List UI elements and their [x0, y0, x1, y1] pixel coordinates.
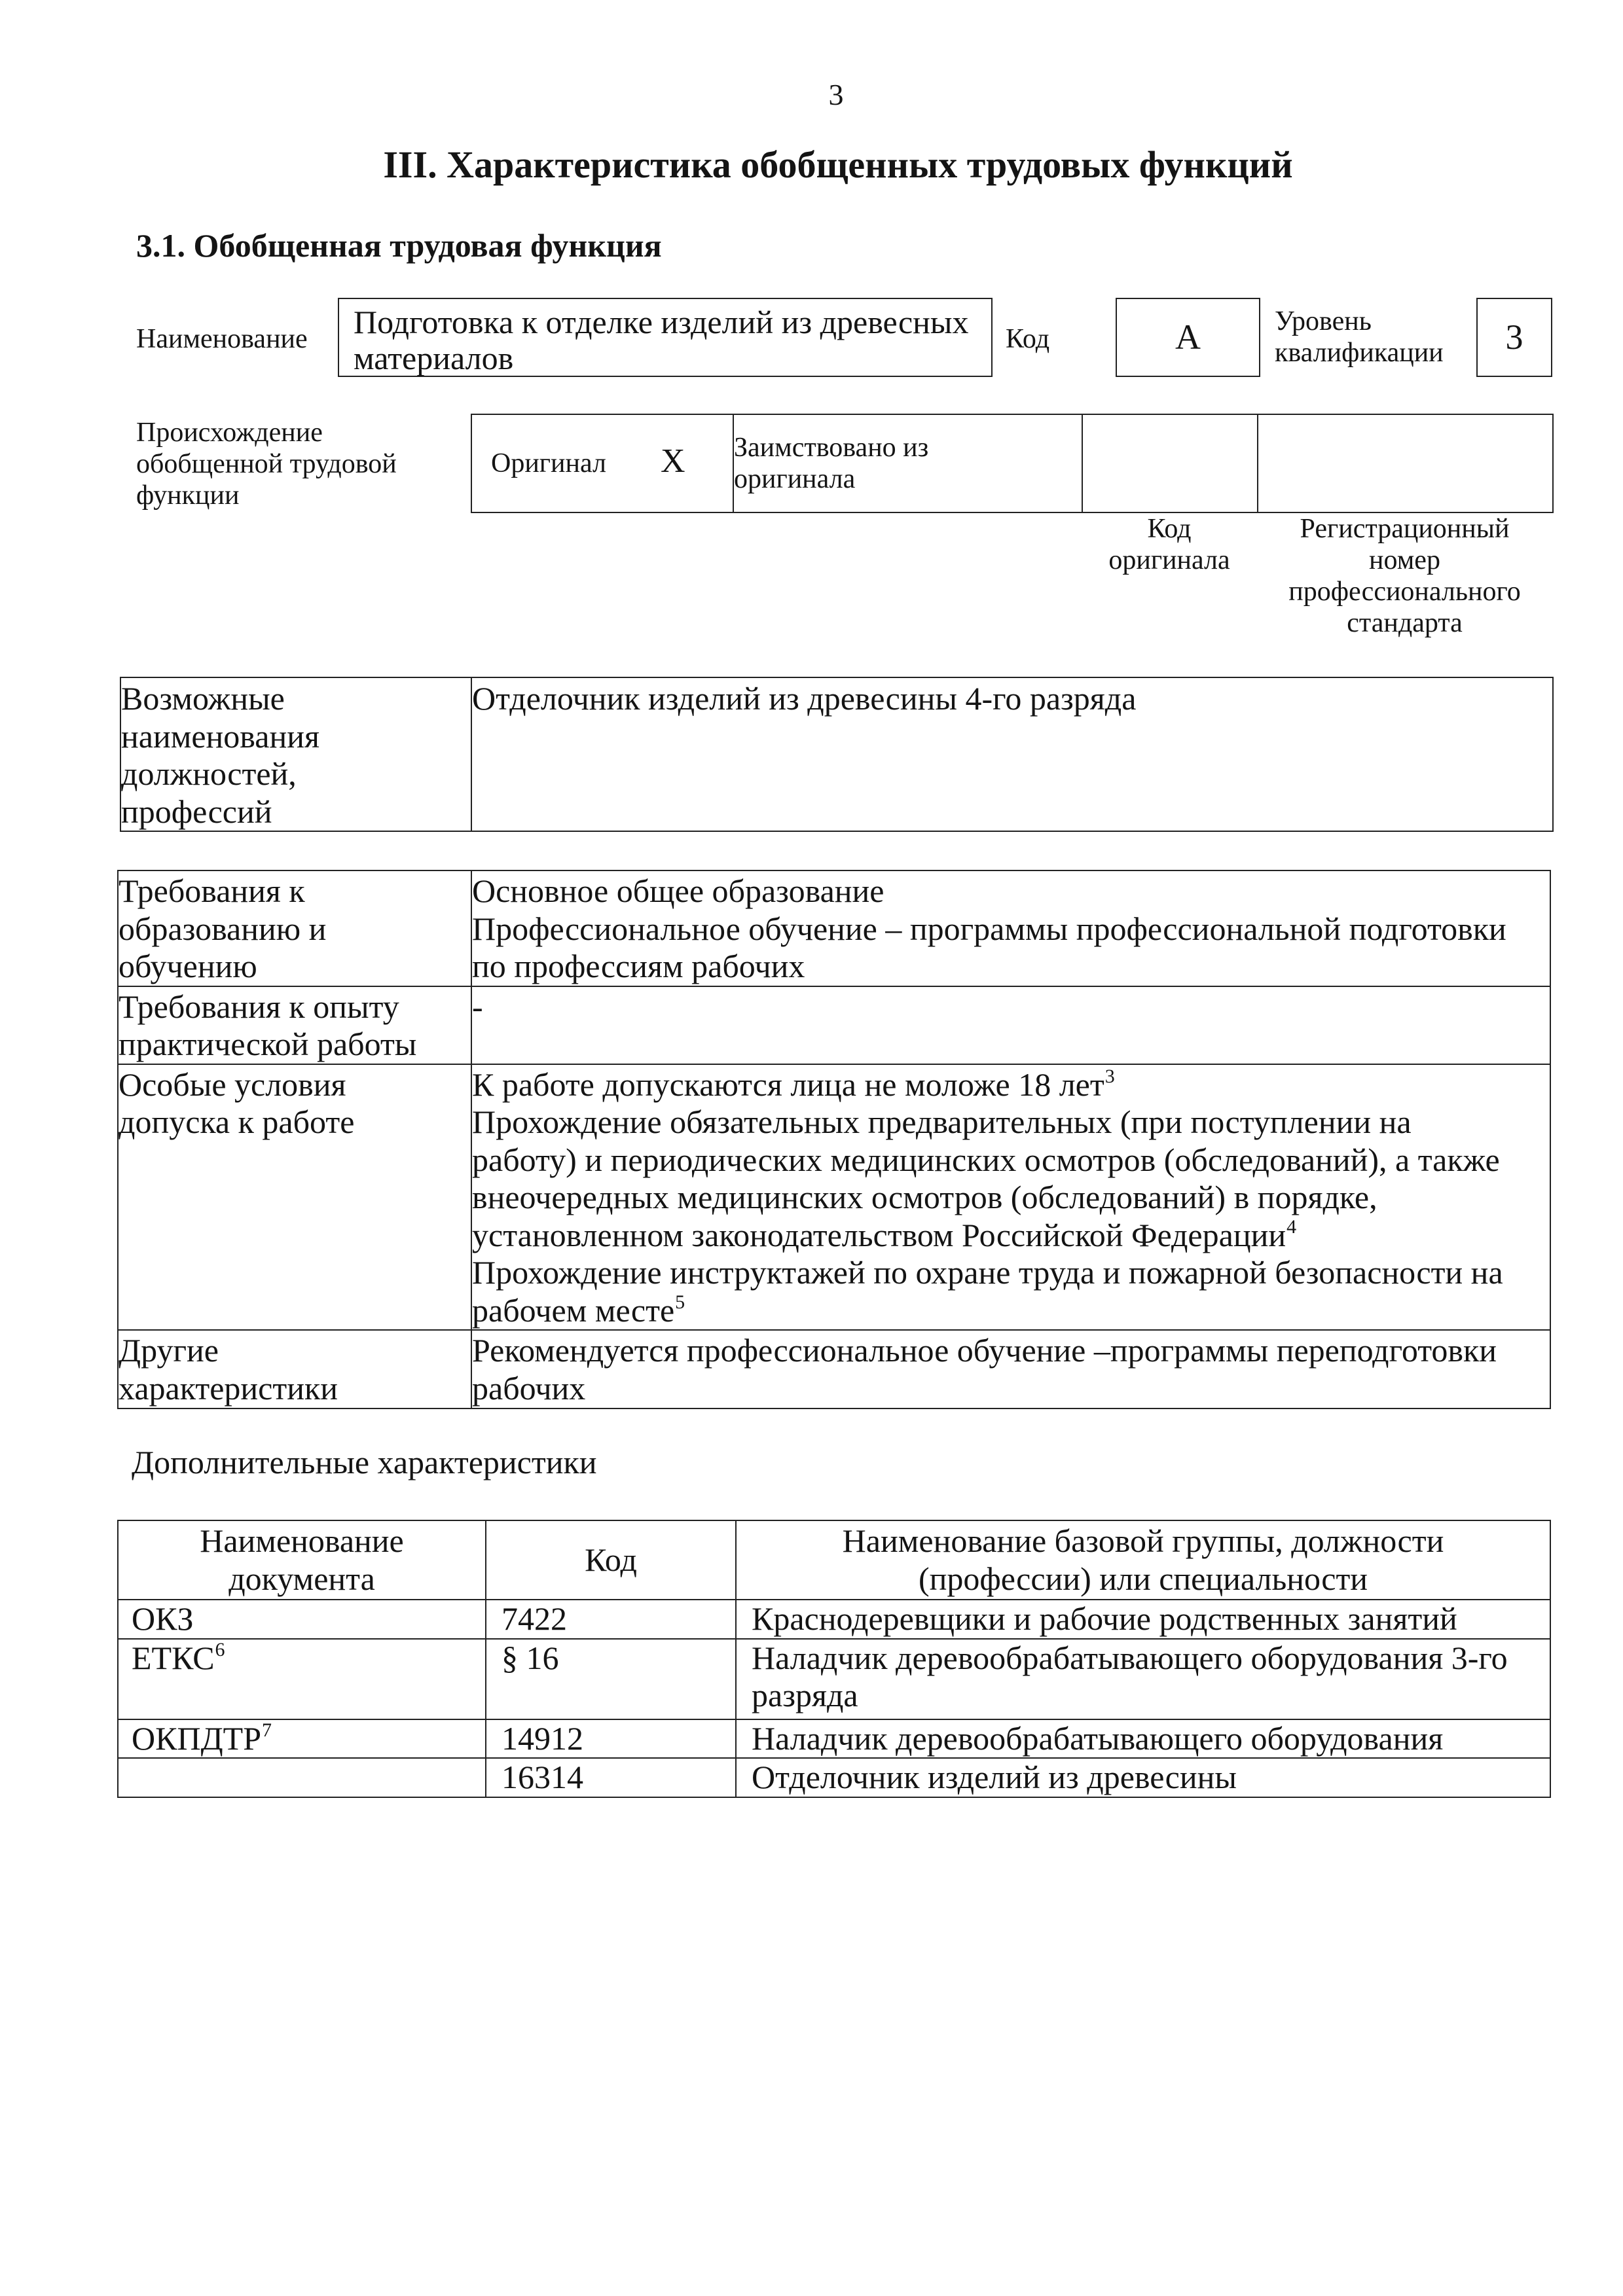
line-text: рабочем месте — [472, 1291, 675, 1329]
column-header — [118, 1520, 486, 1600]
row-label-line: Возможные — [121, 680, 285, 717]
row-value-line — [472, 1292, 1550, 1330]
footnote-ref: 6 — [215, 1638, 225, 1660]
origin-label-line: функции — [136, 480, 240, 511]
function-name-line: материалов — [354, 340, 514, 376]
caption-line: Регистрационный — [1300, 514, 1510, 544]
function-name-label: Наименование — [136, 324, 308, 354]
table-row — [118, 1639, 1550, 1719]
requirements-table — [117, 870, 1551, 1409]
row-label-line: профессий — [121, 793, 272, 830]
qualification-level-label-line: Уровень — [1275, 306, 1372, 336]
qualification-level-label — [1275, 306, 1444, 368]
qualification-level-box: 3 — [1476, 298, 1552, 377]
footnote-ref: 5 — [675, 1291, 685, 1313]
document-cell: ОКЗ — [118, 1600, 486, 1639]
line-text: К работе допускаются лица не моложе 18 лет — [472, 1066, 1104, 1103]
row-label-line: должностей, — [121, 755, 297, 792]
section-title: III. Характеристика обобщенных трудовых функций — [383, 143, 1293, 186]
row-value-cell — [471, 1064, 1550, 1331]
row-label-line: практической работы — [119, 1026, 417, 1062]
document-cell — [118, 1758, 486, 1797]
borrowed-cell — [733, 414, 1082, 512]
table-row — [118, 986, 1550, 1064]
code-cell: 16314 — [486, 1758, 736, 1797]
page-number: 3 — [828, 78, 844, 111]
group-name-line: Отделочник изделий из древесины — [752, 1759, 1237, 1795]
row-label-cell — [118, 870, 471, 986]
column-header — [486, 1520, 736, 1600]
table-row — [118, 1330, 1550, 1408]
footnote-ref: 7 — [262, 1719, 272, 1741]
table-row — [120, 677, 1553, 831]
row-value-line: внеочередных медицинских осмотров (обследований) в порядке, — [472, 1179, 1377, 1215]
row-label-line: образованию и — [119, 910, 327, 947]
row-value-line: Прохождение обязательных предварительных (при поступлении на — [472, 1103, 1412, 1140]
row-value-cell — [471, 1330, 1550, 1408]
row-value-line — [472, 1217, 1550, 1255]
registration-number-cell — [1258, 414, 1553, 512]
possible-positions-table — [120, 677, 1554, 832]
row-value-line: Прохождение инструктажей по охране труда и пожарной безопасности на — [472, 1254, 1503, 1291]
row-value-line: Профессиональное обучение – программы профессиональной подготовки — [472, 910, 1506, 947]
original-cell — [471, 414, 733, 512]
function-name-line: Подготовка к отделке изделий из древесных — [354, 304, 969, 340]
group-name-cell — [736, 1719, 1550, 1759]
original-code-caption — [1082, 513, 1257, 576]
original-label: Оригинал — [491, 448, 606, 478]
origin-table — [471, 414, 1554, 513]
code-cell: § 16 — [486, 1639, 736, 1719]
document-name: ЕТКС — [132, 1639, 215, 1676]
row-label-cell — [118, 1330, 471, 1408]
group-name-cell — [736, 1600, 1550, 1639]
row-label-line: допуска к работе — [119, 1103, 355, 1140]
group-name-line: Наладчик деревообрабатывающего оборудования 3-го — [752, 1639, 1508, 1676]
caption-line: Код — [1147, 514, 1192, 544]
table-row — [118, 1600, 1550, 1639]
caption-line: оригинала — [1108, 545, 1230, 575]
origin-label-line: Происхождение — [136, 418, 323, 448]
group-name-line: Краснодеревщики и рабочие родственных занятий — [752, 1600, 1457, 1637]
column-header-line: Наименование — [200, 1522, 404, 1559]
column-header-line: Код — [585, 1541, 637, 1578]
registration-number-caption — [1257, 513, 1552, 639]
borrowed-label-line: оригинала — [734, 464, 856, 494]
table-row — [118, 870, 1550, 986]
group-name-line: Наладчик деревообрабатывающего оборудования — [752, 1719, 1444, 1757]
code-cell: 14912 — [486, 1719, 736, 1759]
table-row — [118, 1758, 1550, 1797]
row-value-line: - — [472, 988, 483, 1025]
row-label-cell — [120, 677, 471, 831]
footnote-ref: 3 — [1104, 1065, 1115, 1087]
column-header-line: (профессии) или специальности — [918, 1560, 1368, 1597]
document-cell — [118, 1719, 486, 1759]
origin-row — [471, 414, 1553, 512]
caption-line: стандарта — [1347, 608, 1463, 638]
row-value-line: Рекомендуется профессиональное обучение –программы переподготовки — [472, 1332, 1497, 1369]
line-text: установленном законодательством Российской Федерации — [472, 1216, 1286, 1253]
group-name-line: разряда — [752, 1677, 858, 1713]
row-value-line — [472, 1066, 1550, 1104]
row-value-cell — [471, 870, 1550, 986]
row-value-line: рабочих — [472, 1369, 586, 1407]
function-name-box — [338, 298, 993, 377]
caption-line: номер — [1369, 545, 1440, 575]
subsection-title: 3.1. Обобщенная трудовая функция — [136, 227, 662, 264]
function-code-box: А — [1116, 298, 1260, 377]
row-value-line: Основное общее образование — [472, 872, 884, 909]
row-label-line: Особые условия — [119, 1066, 346, 1103]
additional-table — [117, 1520, 1551, 1798]
footnote-ref: 4 — [1286, 1215, 1297, 1238]
column-header-line: документа — [228, 1560, 375, 1597]
row-label-line: Другие — [119, 1332, 219, 1369]
row-label-line: обучению — [119, 948, 257, 984]
row-value-cell — [471, 677, 1553, 831]
row-value-cell — [471, 986, 1550, 1064]
original-mark: X — [661, 442, 685, 480]
group-name-cell — [736, 1758, 1550, 1797]
column-header-line: Наименование базовой группы, должности — [842, 1522, 1444, 1559]
code-cell: 7422 — [486, 1600, 736, 1639]
caption-line: профессионального — [1288, 577, 1521, 607]
column-header — [736, 1520, 1550, 1600]
table-row — [118, 1064, 1550, 1331]
origin-label-line: обобщенной трудовой — [136, 449, 397, 479]
row-value-line: Отделочник изделий из древесины 4-го разряда — [472, 680, 1137, 717]
row-label-cell — [118, 986, 471, 1064]
function-code-label: Код — [1006, 324, 1050, 354]
row-label-cell — [118, 1064, 471, 1331]
row-value-line: работу) и периодических медицинских осмотров (обследований), а также — [472, 1141, 1500, 1178]
qualification-level-label-line: квалификации — [1275, 338, 1444, 368]
row-value-line: по профессиям рабочих — [472, 948, 805, 984]
table-header-row — [118, 1520, 1550, 1600]
additional-heading: Дополнительные характеристики — [132, 1444, 597, 1480]
row-label-line: Требования к — [119, 872, 305, 909]
origin-label — [136, 417, 397, 511]
row-label-line: Требования к опыту — [119, 988, 399, 1025]
group-name-cell — [736, 1639, 1550, 1719]
borrowed-label-line: Заимствовано из — [734, 433, 929, 463]
document-name: ОКПДТР — [132, 1719, 262, 1757]
original-code-cell — [1082, 414, 1258, 512]
row-label-line: характеристики — [119, 1369, 338, 1407]
document-cell — [118, 1639, 486, 1719]
row-label-line: наименования — [121, 717, 319, 755]
table-row — [118, 1719, 1550, 1759]
